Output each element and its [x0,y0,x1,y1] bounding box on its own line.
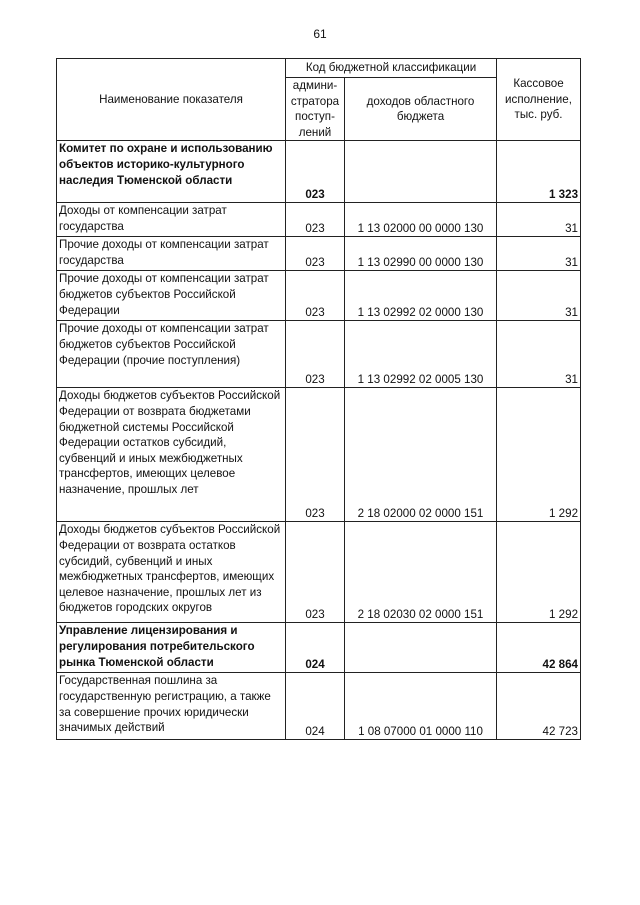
table-row [57,623,581,673]
row-name-cell: Доходы от компенсации затрат государства [57,203,286,237]
row-sum-cell: 1 323 [497,141,581,203]
row-name-cell: Управление лицензирования и регулирования потребительского рынка Тюменской области [57,623,286,673]
row-name-cell: Прочие доходы от компенсации затрат бюджетов субъектов Российской Федерации (прочие поступления) [57,321,286,388]
row-admin-code-cell: 023 [286,271,345,321]
row-sum-cell: 31 [497,271,581,321]
row-admin-code-cell: 023 [286,522,345,623]
header-name: Наименование показателя [57,59,286,141]
row-sum-cell: 1 292 [497,522,581,623]
row-admin-code-cell: 024 [286,623,345,673]
page-number: 61 [313,27,327,41]
row-name-cell: Прочие доходы от компенсации затрат бюджетов субъектов Российской Федерации [57,271,286,321]
table-body [57,141,581,740]
row-revenue-code-cell: 1 08 07000 01 0000 110 [345,673,497,740]
row-name-cell: Доходы бюджетов субъектов Российской Федерации от возврата бюджетами бюджетной системы Российской Федерации остатков субсидий, субвенций и иных межбюджетных трансфертов, имеющих целевое назначение, прошлых лет [57,388,286,522]
row-name-cell: Прочие доходы от компенсации затрат государства [57,237,286,271]
row-sum-cell: 1 292 [497,388,581,522]
row-sum-cell: 31 [497,237,581,271]
table-row [57,673,581,740]
table-row [57,271,581,321]
row-sum-cell: 42 864 [497,623,581,673]
row-revenue-code-cell: 1 13 02000 00 0000 130 [345,203,497,237]
row-revenue-code-cell: 1 13 02990 00 0000 130 [345,237,497,271]
row-revenue-code-cell [345,623,497,673]
row-admin-code-cell: 023 [286,388,345,522]
row-name-cell: Государственная пошлина за государственную регистрацию, а также за совершение прочих юридически значимых действий [57,673,286,740]
row-sum-cell: 31 [497,203,581,237]
table-row [57,321,581,388]
table-row [57,141,581,203]
table-row [57,203,581,237]
table-row [57,237,581,271]
row-revenue-code-cell: 1 13 02992 02 0000 130 [345,271,497,321]
row-revenue-code-cell: 1 13 02992 02 0005 130 [345,321,497,388]
header-sum: Кассовое исполнение, тыс. руб. [497,59,581,141]
row-sum-cell: 42 723 [497,673,581,740]
row-admin-code-cell: 023 [286,141,345,203]
row-name-cell: Доходы бюджетов субъектов Российской Федерации от возврата остатков субсидий, субвенций и иных межбюджетных трансфертов, имеющих целевое назначение, прошлых лет из бюджетов городских округов [57,522,286,623]
row-admin-code-cell: 023 [286,321,345,388]
row-revenue-code-cell: 2 18 02030 02 0000 151 [345,522,497,623]
header-admin: админи-стратора поступ-лений [286,78,345,141]
table-row [57,522,581,623]
row-admin-code-cell: 023 [286,237,345,271]
header-code-group: Код бюджетной классификации [286,59,497,78]
header-revenue: доходов областного бюджета [345,78,497,141]
row-admin-code-cell: 023 [286,203,345,237]
row-revenue-code-cell: 2 18 02000 02 0000 151 [345,388,497,522]
table-row [57,388,581,522]
row-sum-cell: 31 [497,321,581,388]
row-admin-code-cell: 024 [286,673,345,740]
row-name-cell: Комитет по охране и использованию объектов историко-культурного наследия Тюменской области [57,141,286,203]
row-revenue-code-cell [345,141,497,203]
budget-revenue-table [56,58,581,740]
